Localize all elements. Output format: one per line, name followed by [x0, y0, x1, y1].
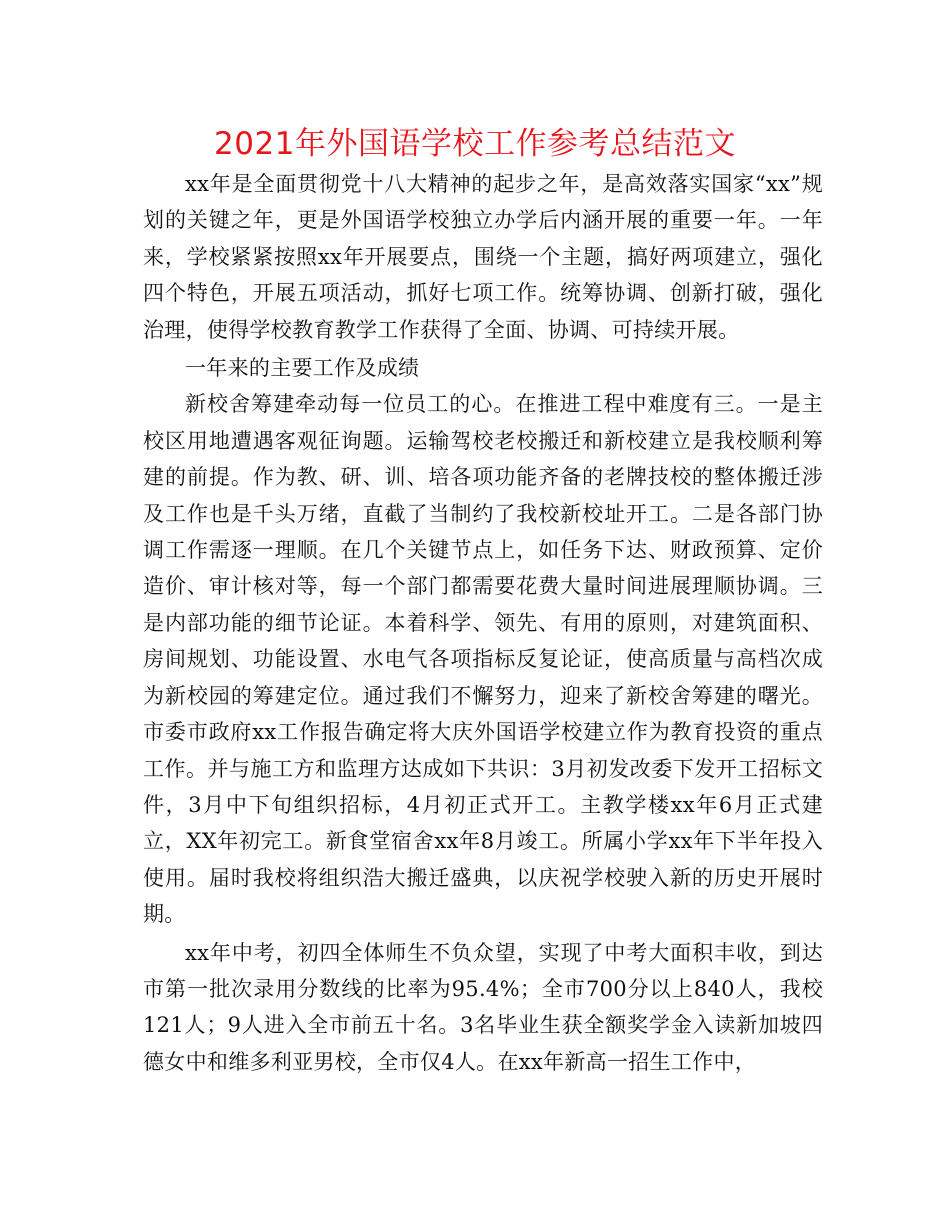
- exam-results-paragraph: xx年中考，初四全体师生不负众望，实现了中考大面积丰收，到达市第一批次录用分数线的比率为95.4%；全市700分以上840人，我校121人；9人进入全市前五十名。3名毕业生获全额奖学金入读新加坡四德女中和维多利亚男校，全市仅4人。在xx年新高一招生工作中，: [143, 940, 823, 1074]
- document-title: 2021年外国语学校工作参考总结范文: [214, 126, 736, 162]
- section-heading: 一年来的主要工作及成绩: [185, 356, 420, 381]
- document-body: [143, 166, 823, 1080]
- campus-construction-paragraph: 新校舍筹建牵动每一位员工的心。在推进工程中难度有三。一是主校区用地遭遇客观征询题。运输驾校老校搬迁和新校建立是我校顺利筹建的前提。作为教、研、训、培各项功能齐备的老牌技校的整体搬迁涉及工作也是千头万绪，直截了当制约了我校新校址开工。二是各部门协调工作需逐一理顺。在几个关键节点上，如任务下达、财政预算、定价造价、审计核对等，每一个部门都需要花费大量时间进展理顺协调。三是内部功能的细节论证。本着科学、领先、有用的原则，对建筑面积、房间规划、功能设置、水电气各项指标反复论证，使高质量与高档次成为新校园的筹建定位。通过我们不懈努力，迎来了新校舍筹建的曙光。市委市政府xx工作报告确定将大庆外国语学校建立作为教育投资的重点工作。并与施工方和监理方达成如下共识：3月初发改委下发开工招标文件，3月中下旬组织招标，4月初正式开工。主教学楼xx年6月正式建立，XX年初完工。新食堂宿舍xx年8月竣工。所属小学xx年下半年投入使用。届时我校将组织浩大搬迁盛典，以庆祝学校驶入新的历史开展时期。: [143, 392, 823, 927]
- intro-paragraph: xx年是全面贯彻党十八大精神的起步之年，是高效落实国家“xx”规划的关键之年，更是外国语学校独立办学后内涵开展的重要一年。一年来，学校紧紧按照xx年开展要点，围绕一个主题，搞好两项建立，强化四个特色，开展五项活动，抓好七项工作。统筹协调、创新打破，强化治理，使得学校教育教学工作获得了全面、协调、可持续开展。: [143, 172, 823, 342]
